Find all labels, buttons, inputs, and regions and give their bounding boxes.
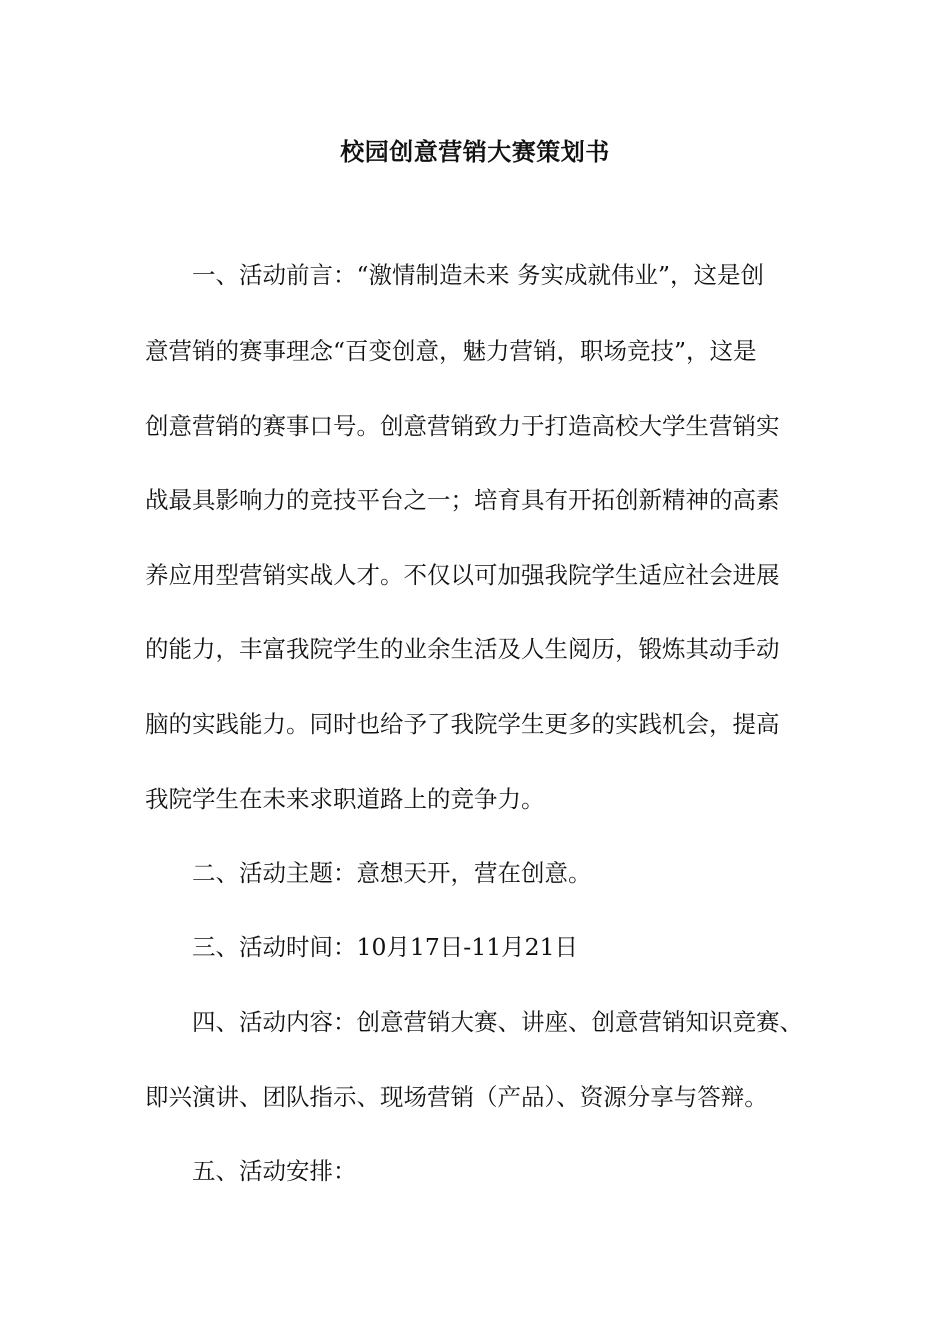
preface-line-6: 的能力，丰富我院学生的业余生活及人生阅历，锻炼其动手动 <box>145 635 780 663</box>
preface-line-4: 战最具影响力的竞技平台之一；培育具有开拓创新精神的高素 <box>145 486 780 514</box>
preface-line-3: 创意营销的赛事口号。创意营销致力于打造高校大学生营销实 <box>145 412 780 440</box>
content-line-2: 即兴演讲、团队指示、现场营销（产品）、资源分享与答辩。 <box>145 1083 768 1111</box>
preface-line-7: 脑的实践能力。同时也给予了我院学生更多的实践机会，提高 <box>145 710 780 738</box>
document-title: 校园创意营销大赛策划书 <box>340 137 610 166</box>
arrangement-heading: 五、活动安排： <box>192 1157 357 1185</box>
theme-line: 二、活动主题：意想天开，营在创意。 <box>192 859 592 887</box>
time-line: 三、活动时间：10月17日-11月21日 <box>192 933 579 961</box>
content-line-1: 四、活动内容：创意营销大赛、讲座、创意营销知识竞赛、 <box>192 1008 803 1036</box>
preface-line-2: 意营销的赛事理念“百变创意，魅力营销，职场竞技”，这是 <box>145 337 757 365</box>
preface-line-5: 养应用型营销实战人才。不仅以可加强我院学生适应社会进展 <box>145 561 780 589</box>
preface-line-1: 一、活动前言：“激情制造未来 务实成就伟业”，这是创 <box>192 261 764 289</box>
preface-line-8: 我院学生在未来求职道路上的竞争力。 <box>145 785 545 813</box>
